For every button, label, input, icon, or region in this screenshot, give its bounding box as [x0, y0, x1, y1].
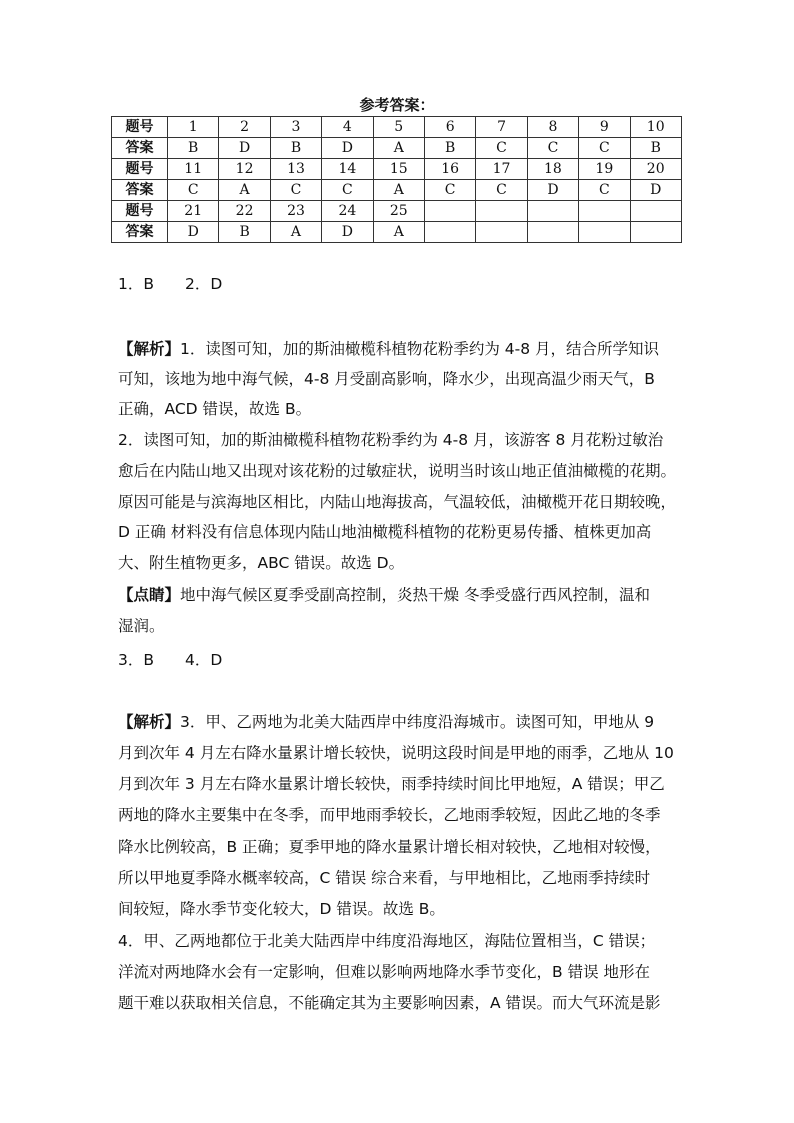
table-cell: 2 — [219, 117, 270, 138]
table-cell: A — [373, 180, 424, 201]
table-cell: C — [322, 180, 373, 201]
comment-tag: 【点睛】 — [118, 586, 181, 604]
table-cell: C — [168, 180, 219, 201]
table-cell: C — [270, 180, 321, 201]
table-cell: C — [579, 138, 630, 159]
analysis-2-line-5: 大、附生植物更多，ABC 错误。故选 D。 — [118, 554, 405, 572]
table-cell: 20 — [630, 159, 681, 180]
table-cell — [424, 201, 475, 222]
table-cell: D — [168, 222, 219, 243]
table-cell: 3 — [270, 117, 321, 138]
table-row — [112, 159, 682, 180]
table-cell: 23 — [270, 201, 321, 222]
analysis-1-line-3: 正确，ACD 错误，故选 B。 — [118, 400, 312, 418]
row-label: 题号 — [112, 159, 168, 180]
table-cell — [424, 222, 475, 243]
answers-3-4: 3．B 4．D — [118, 651, 223, 669]
table-row — [112, 201, 682, 222]
analysis-2-line-1: 2．读图可知，加的斯油橄榄科植物花粉季约为 4-8 月，该游客 8 月花粉过敏治 — [118, 431, 664, 449]
row-label: 题号 — [112, 117, 168, 138]
table-cell: B — [424, 138, 475, 159]
table-cell: 10 — [630, 117, 681, 138]
analysis-text: 1．读图可知，加的斯油橄榄科植物花粉季约为 4-8 月，结合所学知识 — [180, 340, 660, 358]
analysis-1-line-1 — [118, 337, 659, 359]
table-cell: A — [219, 180, 270, 201]
table-cell: B — [270, 138, 321, 159]
table-cell: 25 — [373, 201, 424, 222]
analysis-3-line-3: 月到次年 3 月左右降水量累计增长较快，雨季持续时间比甲地短，A 错误；甲乙 — [118, 775, 665, 793]
table-cell — [527, 222, 578, 243]
table-cell: D — [322, 222, 373, 243]
table-row — [112, 180, 682, 201]
table-cell — [630, 201, 681, 222]
table-cell: 9 — [579, 117, 630, 138]
table-row — [112, 138, 682, 159]
analysis-3-line-6: 所以甲地夏季降水概率较高，C 错误 综合来看，与甲地相比，乙地雨季持续时 — [118, 869, 651, 887]
table-cell: 11 — [168, 159, 219, 180]
analysis-3-line-1 — [118, 710, 654, 732]
table-cell: 22 — [219, 201, 270, 222]
table-cell: D — [630, 180, 681, 201]
analysis-tag: 【解析】 — [118, 713, 181, 731]
table-cell: 6 — [424, 117, 475, 138]
table-cell: A — [373, 222, 424, 243]
table-cell: 19 — [579, 159, 630, 180]
analysis-4-line-1: 4．甲、乙两地都位于北美大陆西岸中纬度沿海地区，海陆位置相当，C 错误； — [118, 932, 656, 950]
table-row — [112, 222, 682, 243]
table-cell — [579, 222, 630, 243]
table-cell: 14 — [322, 159, 373, 180]
table-cell: B — [630, 138, 681, 159]
analysis-1-line-2: 可知，该地为地中海气候，4-8 月受副高影响，降水少，出现高温少雨天气，B — [118, 370, 655, 388]
table-cell — [476, 201, 527, 222]
table-cell: 21 — [168, 201, 219, 222]
analysis-3-line-2: 月到次年 4 月左右降水量累计增长较快，说明这段时间是甲地的雨季，乙地从 10 — [118, 744, 674, 762]
comment-line-1 — [118, 583, 650, 605]
analysis-4-line-2: 洋流对两地降水会有一定影响，但难以影响两地降水季节变化，B 错误 地形在 — [118, 963, 650, 981]
analysis-2-line-4: D 正确 材料没有信息体现内陆山地油橄榄科植物的花粉更易传播、植株更加高 — [118, 523, 652, 541]
table-cell — [630, 222, 681, 243]
page-title: 参考答案： — [359, 96, 435, 114]
comment-line-2: 湿润。 — [118, 617, 165, 635]
row-label: 题号 — [112, 201, 168, 222]
table-cell: 12 — [219, 159, 270, 180]
analysis-text: 3．甲、乙两地为北美大陆西岸中纬度沿海城市。读图可知，甲地从 9 — [180, 713, 655, 731]
table-cell: A — [373, 138, 424, 159]
table-row — [112, 117, 682, 138]
analysis-2-line-2: 愈后在内陆山地又出现对该花粉的过敏症状，说明当时该山地正值油橄榄的花期。 — [118, 462, 677, 480]
analysis-3-line-4: 两地的降水主要集中在冬季，而甲地雨季较长，乙地雨季较短，因此乙地的冬季 — [118, 806, 661, 824]
table-cell: 17 — [476, 159, 527, 180]
table-cell: B — [219, 222, 270, 243]
analysis-2-line-3: 原因可能是与滨海地区相比，内陆山地海拔高，气温较低，油橄榄开花日期较晚， — [118, 493, 677, 511]
row-label: 答案 — [112, 138, 168, 159]
table-cell: D — [322, 138, 373, 159]
analysis-3-line-7: 间较短，降水季节变化较大，D 错误。故选 B。 — [118, 900, 445, 918]
table-cell: 1 — [168, 117, 219, 138]
table-cell: 24 — [322, 201, 373, 222]
answer-table — [111, 116, 682, 243]
table-cell: C — [476, 138, 527, 159]
analysis-4-line-3: 题干难以获取相关信息，不能确定其为主要影响因素，A 错误。而大气环流是影 — [118, 994, 661, 1012]
table-cell: 13 — [270, 159, 321, 180]
table-cell: D — [219, 138, 270, 159]
analysis-3-line-5: 降水比例较高，B 正确；夏季甲地的降水量累计增长相对较快，乙地相对较慢， — [118, 838, 661, 856]
table-cell: 7 — [476, 117, 527, 138]
table-cell: C — [579, 180, 630, 201]
comment-text: 地中海气候区夏季受副高控制，炎热干燥 冬季受盛行西风控制，温和 — [180, 586, 650, 604]
row-label: 答案 — [112, 180, 168, 201]
row-label: 答案 — [112, 222, 168, 243]
table-cell: 5 — [373, 117, 424, 138]
table-cell — [579, 201, 630, 222]
table-cell — [527, 201, 578, 222]
answers-1-2: 1．B 2．D — [118, 275, 223, 293]
table-cell: C — [476, 180, 527, 201]
table-cell: 8 — [527, 117, 578, 138]
table-cell: 15 — [373, 159, 424, 180]
analysis-tag: 【解析】 — [118, 340, 181, 358]
table-cell: 4 — [322, 117, 373, 138]
table-cell — [476, 222, 527, 243]
table-cell: 18 — [527, 159, 578, 180]
table-cell: B — [168, 138, 219, 159]
table-cell: A — [270, 222, 321, 243]
table-cell: D — [527, 180, 578, 201]
table-cell: C — [527, 138, 578, 159]
table-cell: 16 — [424, 159, 475, 180]
table-cell: C — [424, 180, 475, 201]
